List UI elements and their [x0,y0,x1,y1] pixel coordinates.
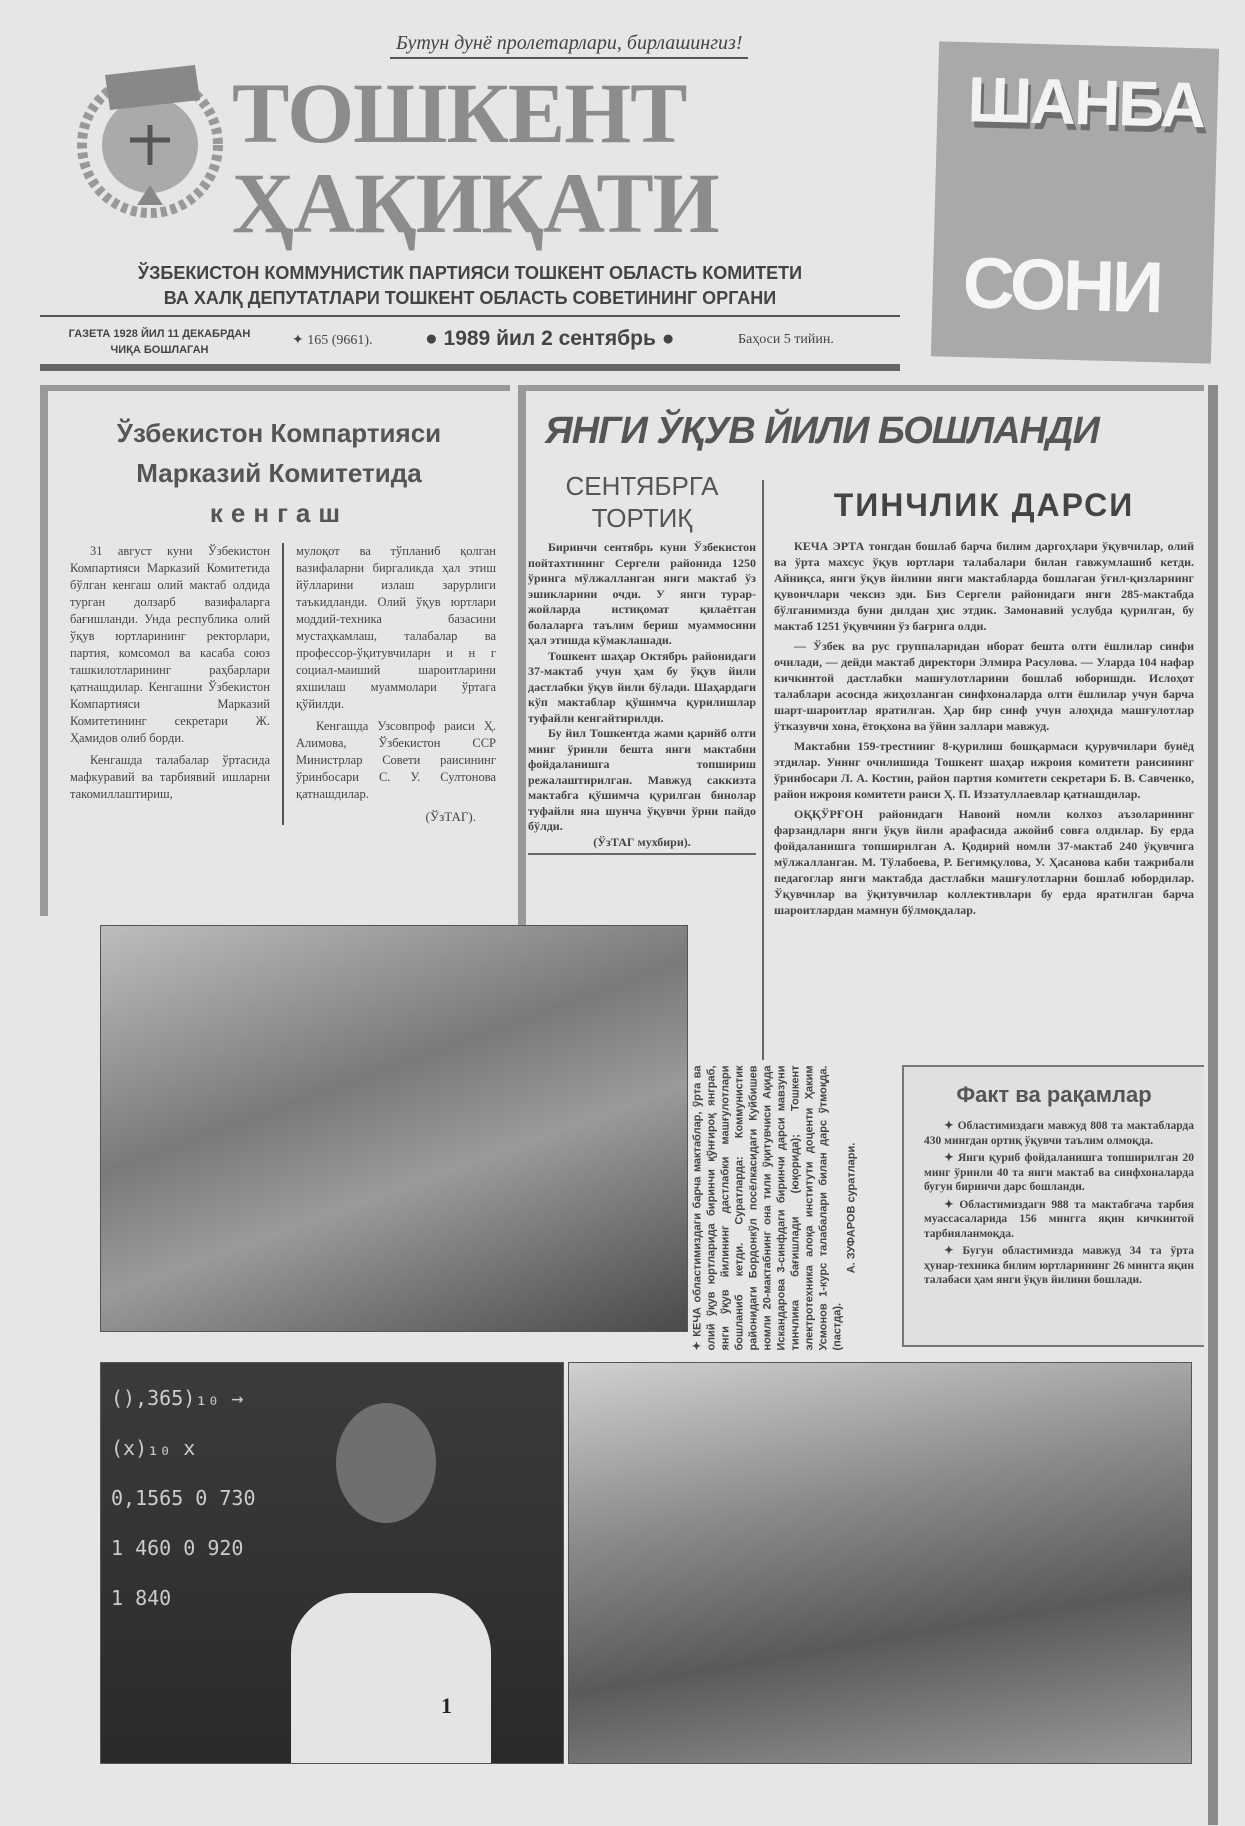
paragraph: — Ўзбек ва рус группаларидан иборат бешта олти ёшлилар синфи очилади, — дейди мактаб директори Элмира Расулова. — Уларда 104 нафар кичкинтой дастлабки машғулотларини бошлаб юборишди. Ислоҳот талаблари асосида жиҳозланган синфхоналарда олти ёшлилар учун барча шарт-шароитлар яратилган. Ҳар бир синф учун алоҳида машғулотлар ўтказувчи хона, ётоқхона ва ўйин заллари мавжуд. [774,639,1194,733]
blackboard-writing: (),365)₁₀ → (x)₁₀ x 0,1565 0 730 1 460 0 920 1 840 [111,1386,256,1610]
teacher-blackboard-photo [100,1362,564,1764]
main-headline: ЯНГИ ЎҚУВ ЙИЛИ БОШЛАНДИ [545,410,1099,452]
page-edge-bar [1208,385,1218,1825]
paragraph: ОҚҚЎРҒОН районидаги Навоий номли колхоз аъзоларининг фарзандлари янги ўқув йили арафасида ажойиб совға олдилар. Бу ерда фойдаланишга топширилган А. Қодирий номли 37-мактаб 240 ўқувчига мўлжалланган. М. Тўлабоева, Р. Бегимқулова, У. Ҳасанова каби тажрибали педагоглар янги мактабда дастлабки машғулотларни бошлаб юбордилар. Ўқувчилар ва ўқитувчилар коллективлари бу ерда яратилган барча шароитлардан мамнун бўлмоқдалар. [774,807,1194,917]
column-2 [296,543,496,825]
source: (ЎзТАГ мухбири). [593,834,691,849]
paragraph: Кенгашда Узсовпроф раиси Ҳ. Алимова, Ўзбекистон ССР Министрлар Совети раисининг ўринбосари С. У. Султонова қатнашдилар. [296,719,496,801]
title-line: ТОРТИҚ [591,503,693,533]
article-title: ТИНЧЛИК ДАРСИ [833,487,1135,523]
paragraph: Мактабни 159-трестнинг 8-қурилиш бошқармаси қурувчилари бунёд этдилар. Унинг очилишида Тошкент шаҳар ижроия комитети раисининг ўринбосари Л. А. Костин, район партия комитети секретари Б. В. Савченко, район ижроия комитети раиси Ҳ. П. Иззатуллаевлар қатнашдилар. [774,739,1194,801]
article-tinchlik [774,478,1194,922]
issue-number: ✦ 165 (9661). [292,333,373,348]
column-divider [762,480,764,1060]
article-tortiq [528,470,756,855]
article-title [48,413,510,533]
fact-text: Областимиздаги 988 та мактабгача тарбия муассасаларида 156 мингга яқин кичкинтой тарбияланмоқда. [924,1198,1194,1240]
article-plenum [40,385,510,916]
paragraph: КЕЧА ЭРТА тонгдан бошлаб барча билим даргоҳлари ўқувчилар, олий ва ўрта махсус ўқув юртлари талабалари билан гавжумлашиб кетди. Айниқса, янги ўқув йилини янги мактабларда бошлаган ўғил-қизларнинг қувончлари чексиз эди. Биз Сергели районидаги янги 285-мактабда бўлганимизда буни дилдан ҳис этдик. Замонавий услубда қурилган, бу мактаб 1251 ўқувчини ўз бағрига олди. [774,539,1194,633]
column-1 [70,543,284,825]
title-line: СЕНТЯБРГА [565,471,719,501]
paragraph: Кенгашда талабалар ўртасида мафкуравий ва тарбиявий ишларни такомиллаштириш, [70,753,270,801]
issue-date: ● 1989 йил 2 сентябрь ● [425,327,675,350]
fact-text: Бугун областимизда мавжуд 34 та ўрта ҳунар-техника билим юртларининг 26 мингга яқин талабаси ҳам янги ўқув йилини бошлади. [924,1245,1194,1286]
title-line: Марказий Комитетида [136,458,422,488]
slogan: Бутун дунё пролетарлари, бирлашингиз! [390,32,748,59]
paragraph: Тошкент шаҳар Октябрь районидаги 37-мактаб учун ҳам бу ўқув йили дастлабки ўқув йили бўлади. Шаҳардаги кўп мактаблар қўшимча қурилишлар туфайли кенгайтирилди. [528,648,756,725]
founded-line1: ГАЗЕТА 1928 ЙИЛ 11 ДЕКАБРДАН [68,328,251,340]
order-emblem-icon [75,45,225,225]
shirt-number: 1 [441,1693,452,1718]
students-lecture-photo [568,1362,1192,1764]
newspaper-title-line1: ТОШКЕНТ [232,65,687,161]
article-title [528,470,756,534]
fact-item: ✦ Областимиздаги мавжуд 808 та мактабларда 430 мингдан ортиқ ўқувчи таълим олмоқда. [924,1120,1195,1147]
fact-text: Янги қуриб фойдаланишга топширилган 20 минг ўринли 40 та янги мактаб ва синфхоналарда бугун биринчи дарс бошланди. [924,1152,1195,1193]
paragraph: Бу йил Тошкентда жами қарийб олти минг ўринли бешта янги мактабни фойдаланишга топшириш режалаштирилган. Мавжуд саккизта мактабга қўшимча қурилган бинолар туфайли яна шунча ўқувчи ўрни пайдо бўлди. [528,726,756,833]
saturday-issue-badge [931,41,1219,363]
publisher-line1: ЎЗБЕКИСТОН КОММУНИСТИК ПАРТИЯСИ ТОШКЕНТ ОБЛАСТЬ КОМИТЕТИ [137,263,803,283]
source: (ЎзТАГ). [425,809,476,824]
price: Баҳоси 5 тийин. [738,332,834,347]
fact-item: ✦ Областимиздаги 988 та мактабгача тарбия муассасаларида 156 мингга яқин кичкинтой тарбияланмоқда. [924,1198,1194,1240]
facts-title: Факт ва рақамлар [956,1082,1152,1107]
founded-note [42,326,277,358]
paragraph: Биринчи сентябрь куни Ўзбекистон пойтахтининг Сергели районида 1250 ўринга мўлжалланган янги мактаб ўз эшикларини очди. У янги турар-жойларда истиқомат қилаётган болаларга таълим бериш муаммосини ҳал этишда кўмаклашади. [528,540,756,647]
fact-text: Областимиздаги мавжуд 808 та мактабларда 430 мингдан ортиқ ўқувчи таълим олмоқда. [924,1120,1195,1147]
title-line: кенгаш [209,498,349,528]
paragraph: мулоқот ва тўпланиб қолган вазифаларни биргаликда ҳал этиш йўлларини излаш зарурлиги таъкидланди. Олий ўқув юртлари моддий-техника базасини мустаҳкамлаш, талабалар ва профессор-ўқитувчиларн и н г социал-маиший шароитларини яхшилаш муаммолари ўртага қўйилди. [296,544,496,711]
photo-caption [690,1065,898,1350]
issue-word: СОНИ [961,243,1162,329]
founded-line2: ЧИҚА БОШЛАГАН [110,344,209,356]
publisher-line2: ВА ХАЛҚ ДЕПУТАТЛАРИ ТОШКЕНТ ОБЛАСТЬ СОВЕТИНИНГ ОРГАНИ [163,288,777,308]
divider [40,315,900,317]
caption-text: ✦ КЕЧА областимиздаги барча мактаблар, ўрта ва олий ўқув юртларида биринчи қўнғироқ янграб, янги ўқув йилининг дастлабки машғулотлари бошланиб кетди. Суратларда: Коммунистик районидаги Бордонкўл посёлкасидаги Куйбишев номли 20-мактабнинг она тили ўқитувчиси Ақида Искандарова 3-синфдаги биринчи дарси мавзуни тинчлика бағишлади (юқорида); Тошкент электротехника алоқа институти доценти Ҳаким Усмонов 1-курс талабалари билан дарс ўтмоқда. (пастда). [691,1065,843,1350]
divider-thick [40,364,900,371]
title-line: Ўзбекистон Компартияси [116,418,442,448]
classroom-photo [100,925,688,1332]
photo-credit: А. ЗУФАРОВ суратлари. [845,1142,857,1273]
fact-item: ✦ Янги қуриб фойдаланишга топширилган 20 минг ўринли 40 та янги мактаб ва синфхоналарда бугун биринчи дарс бошланди. [924,1152,1195,1193]
saturday-word: ШАНБА [966,63,1206,142]
paragraph: 31 август куни Ўзбекистон Компартияси Марказий Комитетида бўлган кенгаш олий мактаб олдида турган долзарб вазифаларга бағишланди. Унда республика олий ўқув юртларининг ректорлари, партия, комсомол ва касаба союз ташкилотларининг раҳбарлари қатнашдилар. Кенгашни Ўзбекистон Компартияси Марказий Комитетининг секретари Ж. Ҳамидов олиб борди. [70,544,270,745]
facts-box [902,1065,1204,1347]
fact-item: ✦ Бугун областимизда мавжуд 34 та ўрта ҳунар-техника билим юртларининг 26 мингга яқин талабаси ҳам янги ўқув йилини бошлади. [924,1245,1194,1286]
newspaper-title-line2: ҲАҚИҚАТИ [232,155,719,251]
